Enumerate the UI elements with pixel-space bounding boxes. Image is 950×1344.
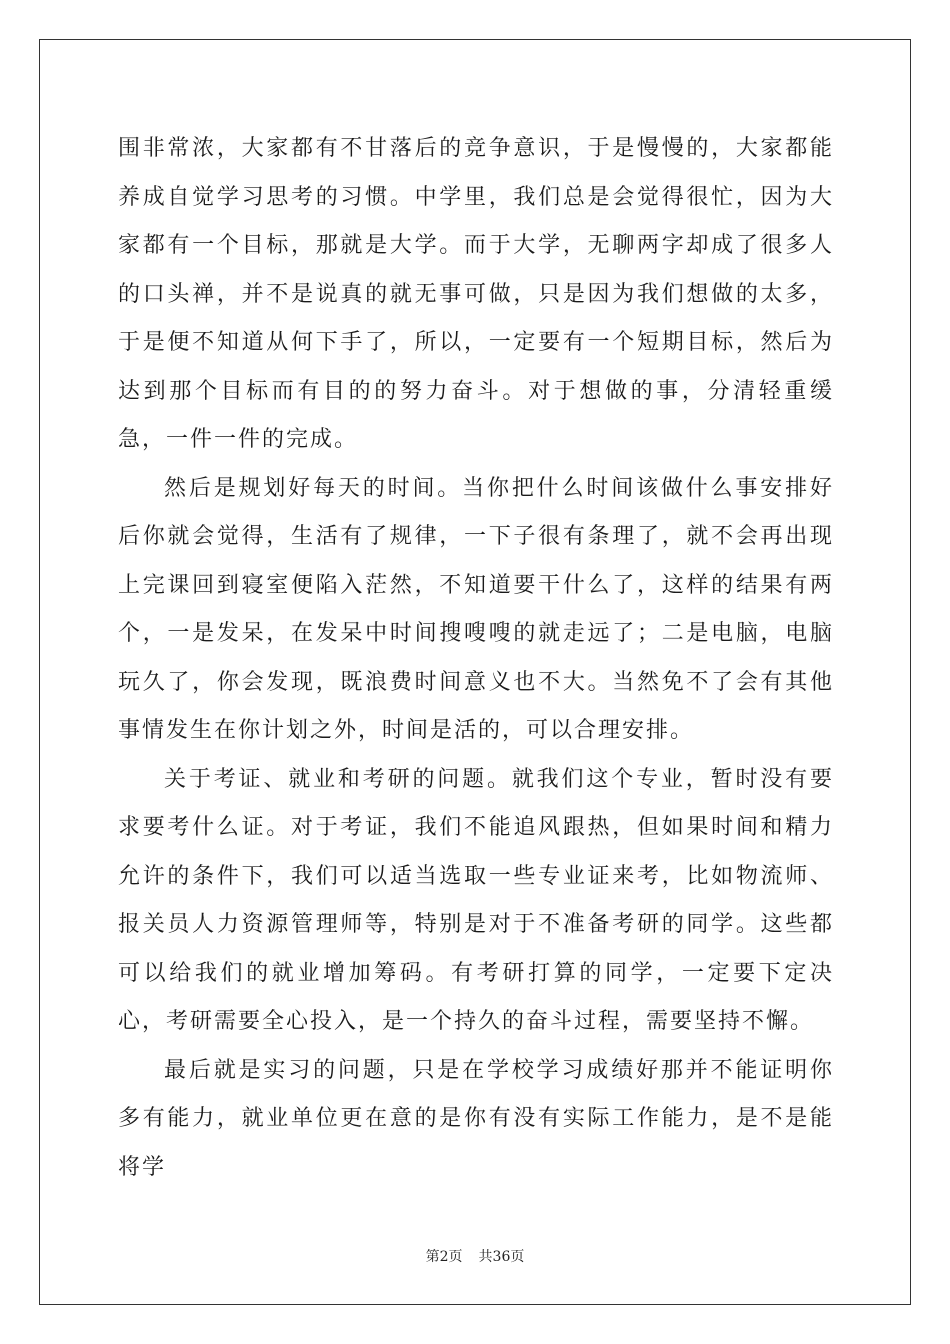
paragraph-3: 关于考证、就业和考研的问题。就我们这个专业，暂时没有要求要考什么证。对于考证，我们不能追风跟热，但如果时间和精力允许的条件下，我们可以适当选取一些专业证来考，比如物流师、报关员人力资源管理师等，特别是对于不准备考研的同学。这些都可以给我们的就业增加筹码。有考研打算的同学，一定要下定决心，考研需要全心投入，是一个持久的奋斗过程，需要坚持不懈。 xyxy=(118,766,834,1034)
paragraph-2: 然后是规划好每天的时间。当你把什么时间该做什么事安排好后你就会觉得，生活有了规律，一下子很有条理了，就不会再出现上完课回到寝室便陷入茫然，不知道要干什么了，这样的结果有两个，一是发呆，在发呆中时间搜嗖嗖的就走远了；二是电脑，电脑玩久了，你会发现，既浪费时间意义也不大。当然免不了会有其他事情发生在你计划之外，时间是活的，可以合理安排。 xyxy=(118,475,834,743)
current-page-label: 第2页 xyxy=(425,1249,463,1265)
paragraph-1: 围非常浓，大家都有不甘落后的竞争意识，于是慢慢的，大家都能养成自觉学习思考的习惯。中学里，我们总是会觉得很忙，因为大家都有一个目标，那就是大学。而于大学，无聊两字却成了很多人的口头禅，并不是说真的就无事可做，只是因为我们想做的太多，于是便不知道从何下手了，所以，一定要有一个短期目标，然后为达到那个目标而有目的的努力奋斗。对于想做的事，分清轻重缓急，一件一件的完成。 xyxy=(118,136,834,452)
paragraph-4: 最后就是实习的问题，只是在学校学习成绩好那并不能证明你多有能力，就业单位更在意的是你有没有实际工作能力，是不是能将学 xyxy=(118,1057,834,1180)
document-body xyxy=(118,125,834,1192)
page-footer xyxy=(0,1246,950,1266)
total-pages-label: 共36页 xyxy=(478,1249,525,1265)
